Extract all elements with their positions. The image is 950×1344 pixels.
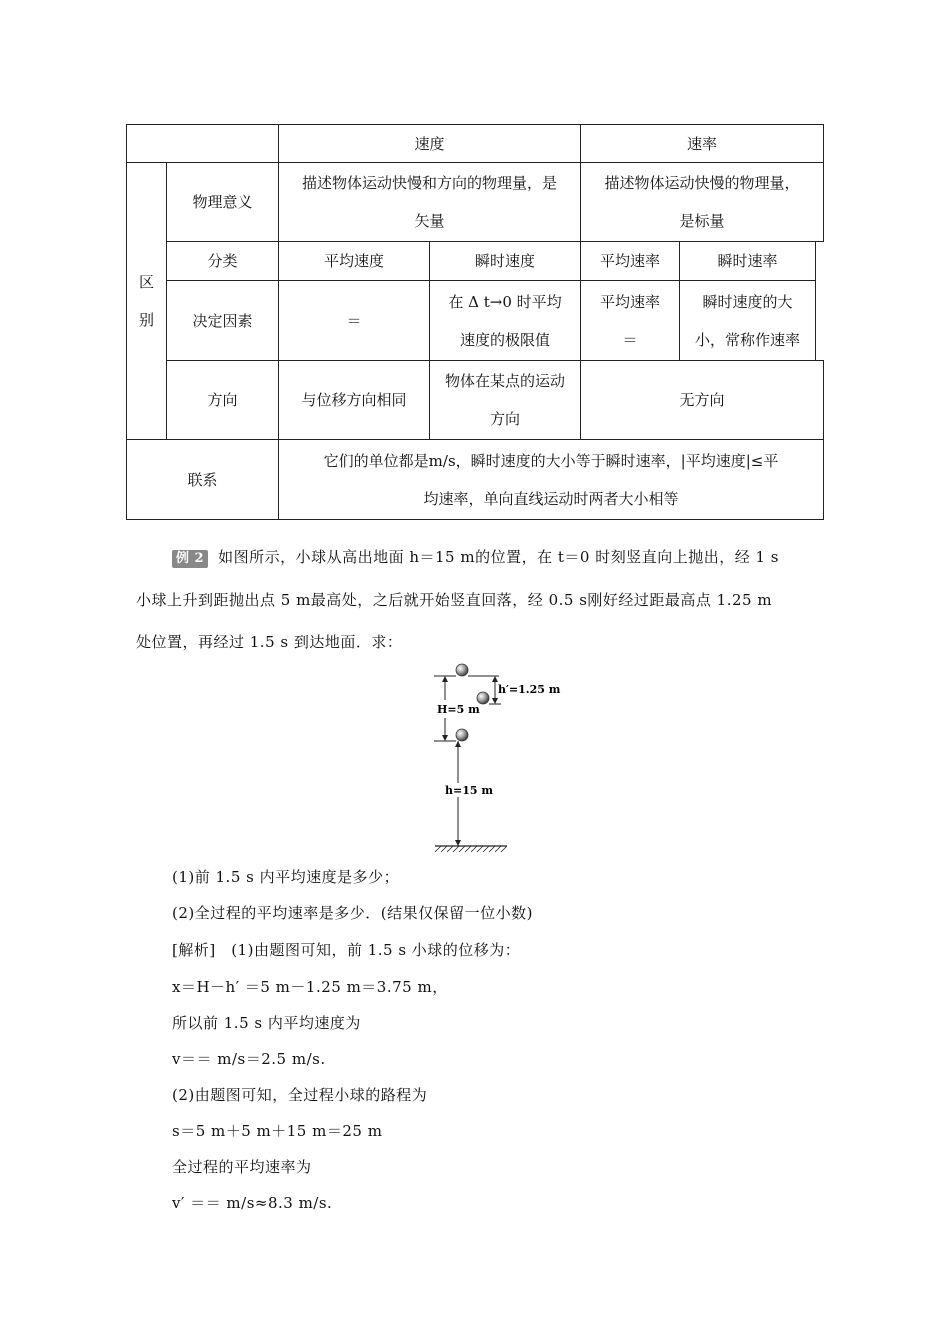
meaning-rate-line-1: 描述物体运动快慢的物理量， [604,174,800,192]
solution-line-8: v′ ＝＝ m/s≈8.3 m/s. [172,1194,333,1212]
cat-inst-speed-text: 瞬时速度 [474,252,535,270]
factor-inst-speed-line-1: 在 Δ t→0 时平均 [448,292,562,311]
dir-avg-speed-text: 与位移方向相同 [301,391,407,409]
cat-inst-speed [429,241,581,281]
example-badge: 例 2 [172,550,208,568]
solution-line-6: s＝5 m＋5 m＋15 m＝25 m [172,1122,383,1140]
projectile-figure [425,660,565,856]
question-2: (2)全过程的平均速率是多少．(结果仅保留一位小数) [172,904,533,922]
dir-rate-text: 无方向 [679,391,725,409]
solution-line-7: 全过程的平均速率为 [172,1158,312,1176]
example-line-1 [172,546,779,568]
factor-avg-rate-line-2: ＝ [622,330,638,349]
dir-avg-speed [278,360,430,440]
dir-rate [580,360,824,440]
meaning-speed-line-2: 矢量 [414,212,445,230]
row-direction-label [166,360,279,440]
factor-inst-rate-line-2: 小，常称作速率 [694,330,800,349]
relation-cell [278,439,824,520]
cat-avg-speed [278,241,430,281]
difference-char-2: 别 [138,311,154,329]
difference-label-cell [126,162,167,440]
header-rate-text: 速率 [686,134,717,153]
meaning-speed-line-1: 描述物体运动快慢和方向的物理量，是 [301,174,557,192]
factor-inst-speed-line-2: 速度的极限值 [459,330,550,349]
factor-avg-speed [278,280,430,361]
factor-inst-rate [679,280,816,361]
example-text-1: 如图所示，小球从高出地面 h＝15 m的位置，在 t＝0 时刻竖直向上抛出，经 1 s [218,548,779,566]
solution-line-2: x＝H－h′ ＝5 m－1.25 m＝3.75 m， [172,978,448,996]
meaning-speed-cell [278,162,581,242]
factor-avg-rate [580,280,680,361]
label-H: H=5 m [437,703,480,716]
row-category-text: 分类 [207,252,238,270]
ball-launch [456,729,468,741]
row-relation-text: 联系 [187,470,218,489]
cat-avg-speed-text: 平均速度 [323,252,384,270]
dir-inst-speed [429,360,581,440]
ball-top [456,664,468,676]
meaning-rate-cell [580,162,824,242]
header-rate [580,124,824,163]
solution-line-5: (2)由题图可知，全过程小球的路程为 [172,1086,428,1104]
row-relation-label [126,439,279,520]
meaning-rate-line-2: 是标量 [679,212,725,230]
header-speed-text: 速度 [414,134,445,153]
dir-inst-speed-line-2: 方向 [489,410,520,428]
header-speed [278,124,581,163]
factor-avg-speed-text: ＝ [346,311,362,330]
label-h-prime: h′=1.25 m [498,683,561,696]
example-line-3: 处位置，再经过 1.5 s 到达地面．求： [136,633,403,651]
row-direction-text: 方向 [207,391,238,409]
row-category-label [166,241,279,281]
factor-avg-rate-line-1: 平均速率 [599,292,660,311]
row-meaning-label [166,162,279,242]
question-1: (1)前 1.5 s 内平均速度是多少； [172,868,400,886]
difference-char-1: 区 [138,273,154,291]
solution-line-4: v＝＝ m/s＝2.5 m/s. [172,1050,326,1068]
cat-avg-rate-text: 平均速率 [599,252,660,270]
label-h: h=15 m [445,784,493,797]
row-factor-label [166,280,279,361]
table-corner-cell [126,124,279,163]
row-factor-text: 决定因素 [192,311,253,330]
relation-line-1: 它们的单位都是m/s，瞬时速度的大小等于瞬时速率，|平均速度|≤平 [323,451,779,470]
factor-inst-rate-line-1: 瞬时速度的大 [702,292,793,311]
example-line-2: 小球上升到距抛出点 5 m最高处，之后就开始竖直回落，经 0.5 s刚好经过距最高点 1.25 m [136,591,773,609]
row-meaning-text: 物理意义 [192,193,253,211]
factor-inst-speed [429,280,581,361]
cat-inst-rate-text: 瞬时速率 [717,252,778,270]
cat-inst-rate [679,241,816,281]
solution-line-3: 所以前 1.5 s 内平均速度为 [172,1014,361,1032]
relation-line-2: 均速率，单向直线运动时两者大小相等 [423,489,679,508]
cat-avg-rate [580,241,680,281]
dir-inst-speed-line-1: 物体在某点的运动 [444,372,565,390]
solution-line-1: [解析] (1)由题图可知，前 1.5 s 小球的位移为： [172,941,521,959]
